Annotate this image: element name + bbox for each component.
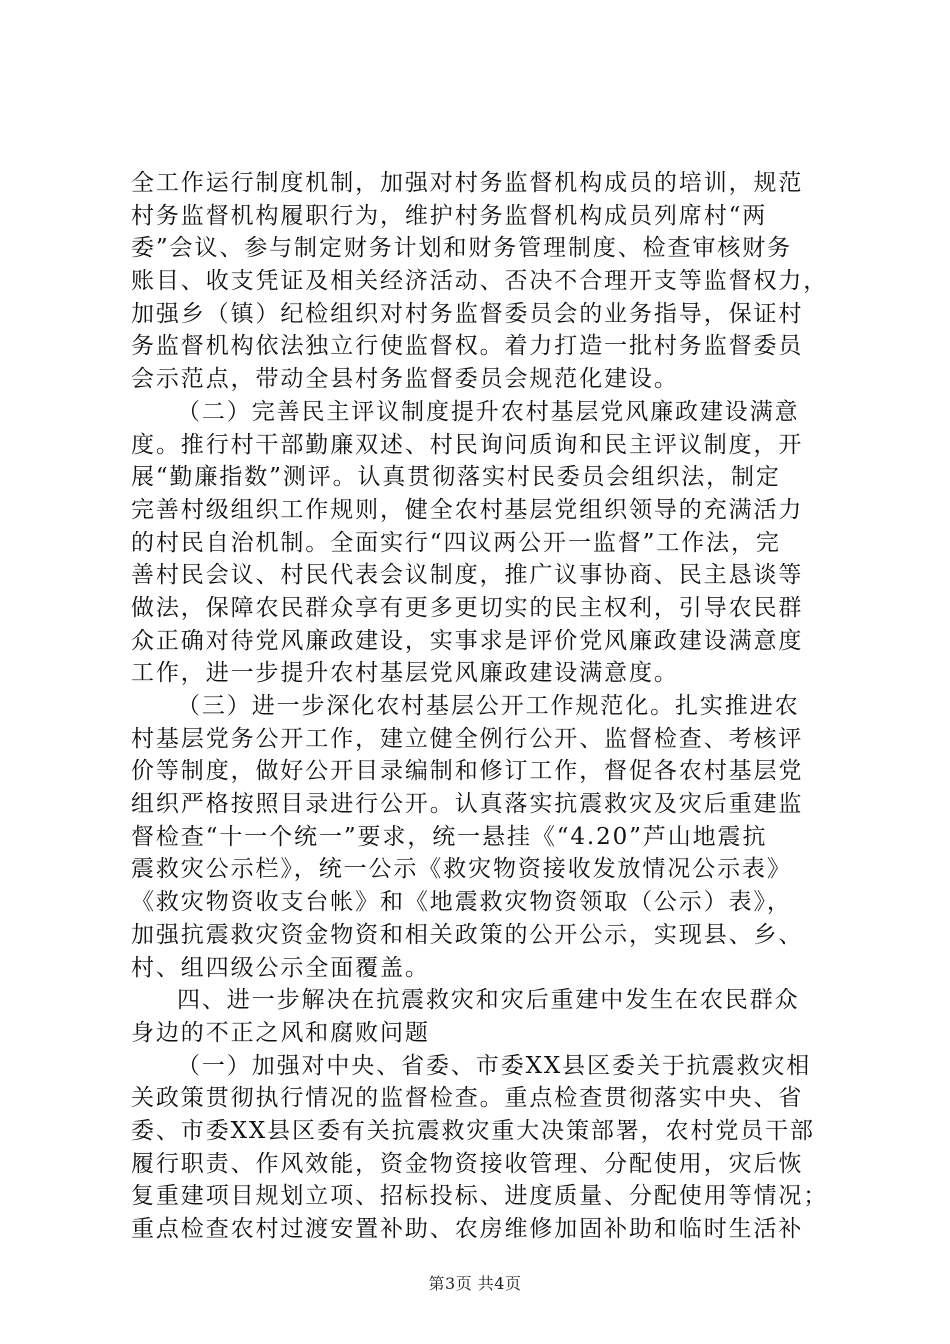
text-line: 完善村级组织工作规则，健全农村基层党组织领导的充满活力 <box>131 496 804 523</box>
text-line: 履行职责、作风效能，资金物资接收管理、分配使用，灾后恢 <box>131 1150 804 1177</box>
text-line: 账目、收支凭证及相关经济活动、否决不合理开支等监督权力， <box>131 268 829 295</box>
text-line: 复重建项目规划立项、招标投标、进度质量、分配使用等情况； <box>131 1183 829 1210</box>
text-line: 众正确对待党风廉政建设，实事求是评价党风廉政建设满意度 <box>131 627 804 654</box>
text-line: 加强乡（镇）纪检组织对村务监督委员会的业务指导，保证村 <box>131 300 804 327</box>
text-line: 的村民自治机制。全面实行“四议两公开一监督”工作法，完 <box>131 529 781 556</box>
text-line: （三）进一步深化农村基层公开工作规范化。扎实推进农 <box>177 693 800 719</box>
text-line: 做法，保障农民群众享有更多更切实的民主权利，引导农民群 <box>131 594 804 621</box>
text-line: （二）完善民主评议制度提升农村基层党风廉政建设满意 <box>177 398 800 425</box>
text-line: 重点检查农村过渡安置补助、农房维修加固补助和临时生活补 <box>131 1216 804 1242</box>
text-line: 身边的不正之风和腐败问题 <box>131 1019 430 1046</box>
document-body <box>131 167 834 1246</box>
text-line: 加强抗震救灾资金物资和相关政策的公开公示，实现县、乡、 <box>131 921 804 948</box>
text-line: 震救灾公示栏》，统一公示《救灾物资接收发放情况公示表》 <box>131 856 792 883</box>
text-line: 会示范点，带动全县村务监督委员会规范化建设。 <box>131 366 679 393</box>
text-line: 《救灾物资收支台帐》和《地震救灾物资领取（公示）表》， <box>131 889 792 916</box>
text-line: 务监督机构依法独立行使监督权。着力打造一批村务监督委员 <box>131 333 804 360</box>
text-line: 村、组四级公示全面覆盖。 <box>131 954 430 981</box>
text-line: 村基层党务公开工作，建立健全例行公开、监督检查、考核评 <box>131 725 804 752</box>
text-line: 全工作运行制度机制，加强对村务监督机构成员的培训，规范 <box>131 170 804 196</box>
text-line: 督检查“十一个统一”要求，统一悬挂《“4.20”芦山地震抗 <box>131 823 768 850</box>
text-line: 度。推行村干部勤廉双述、村民询问质询和民主评议制度，开 <box>131 431 804 458</box>
page-footer: 第3页 共4页 <box>428 1274 522 1293</box>
text-line: 善村民会议、村民代表会议制度，推广议事协商、民主恳谈等 <box>131 562 804 589</box>
text-line: 组织严格按照目录进行公开。认真落实抗震救灾及灾后重建监 <box>131 791 804 818</box>
text-line: 工作，进一步提升农村基层党风廉政建设满意度。 <box>131 660 679 687</box>
text-line: 关政策贯彻执行情况的监督检查。重点检查贯彻落实中央、省 <box>131 1085 804 1112</box>
text-line: 价等制度，做好公开目录编制和修订工作，督促各农村基层党 <box>131 758 804 785</box>
text-line: （一）加强对中央、省委、市委XX县区委关于抗震救灾相 <box>177 1052 812 1079</box>
text-line: 四、进一步解决在抗震救灾和灾后重建中发生在农民群众 <box>177 987 800 1014</box>
text-line: 村务监督机构履职行为，维护村务监督机构成员列席村“两 <box>131 202 768 229</box>
text-line: 展“勤廉指数”测评。认真贯彻落实村民委员会组织法，制定 <box>131 464 781 491</box>
text-line: 委、市委XX县区委有关抗震救灾重大决策部署，农村党员干部 <box>131 1117 815 1144</box>
text-line: 委”会议、参与制定财务计划和财务管理制度、检查审核财务 <box>131 235 793 262</box>
